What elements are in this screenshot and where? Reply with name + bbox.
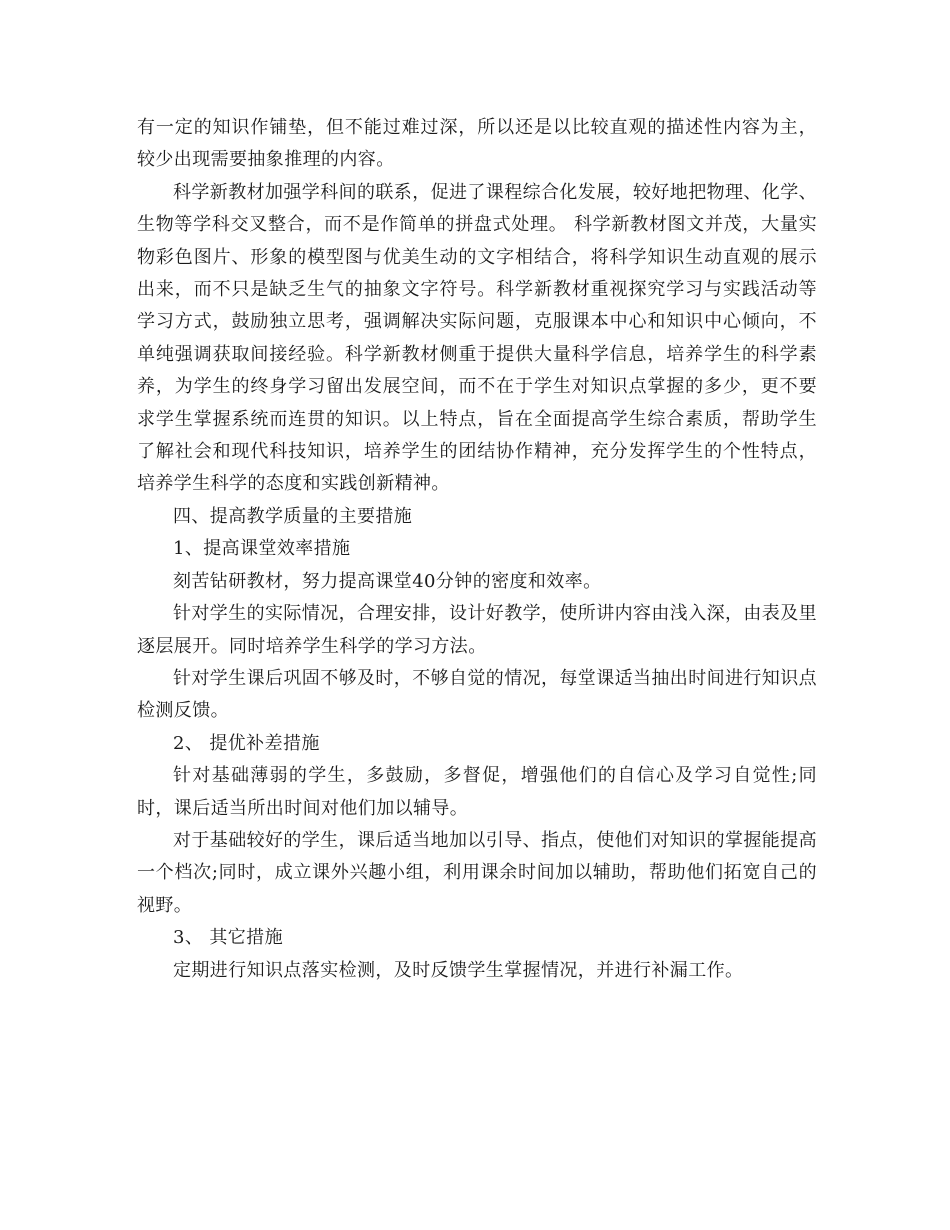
paragraph-continuation: 有一定的知识作铺垫，但不能过难过深，所以还是以比较直观的描述性内容为主，较少出现需要抽象推理的内容。 [137, 117, 817, 171]
document-body [137, 112, 817, 987]
subheading-classroom-efficiency: 1、提高课堂效率措施 [173, 538, 351, 560]
paragraph-strong-students: 对于基础较好的学生，课后适当地加以引导、指点，使他们对知识的掌握能提高一个档次;同时，成立课外兴趣小组，利用课余时间加以辅助，帮助他们拓宽自己的视野。 [137, 829, 817, 916]
subheading-tutoring: 2、 提优补差措施 [173, 732, 320, 754]
paragraph-actual-situation: 针对学生的实际情况，合理安排，设计好教学，使所讲内容由浅入深，由表及里逐层展开。同时培养学生科学的学习方法。 [137, 603, 817, 657]
section-heading-measures: 四、提高教学质量的主要措施 [173, 505, 413, 527]
paragraph-consolidation: 针对学生课后巩固不够及时，不够自觉的情况，每堂课适当抽出时间进行知识点检测反馈。 [137, 667, 817, 722]
paragraph-study-textbook: 刻苦钻研教材，努力提高课堂40分钟的密度和效率。 [173, 570, 602, 592]
paragraph-textbook-features: 科学新教材加强学科间的联系，促进了课程综合化发展，较好地把物理、化学、生物等学科交叉整合，而不是作简单的拼盘式处理。 科学新教材图文并茂，大量实物彩色图片、形象的模型图与优美生动的文字相结合，将科学知识生动直观的展示出来，而不只是缺乏生气的抽象文字符号。科学新教材重视探究学习与实践活动等学习方式，鼓励独立思考，强调解决实际问题，克服课本中心和知识中心倾向，不单纯强调获取间接经验。科学新教材侧重于提供大量科学信息，培养学生的科学素养，为学生的终身学习留出发展空间，而不在于学生对知识点掌握的多少，更不要求学生掌握系统而连贯的知识。以上特点，旨在全面提高学生综合素质，帮助学生了解社会和现代科技知识，培养学生的团结协作精神，充分发挥学生的个性特点，培养学生科学的态度和实践创新精神。 [137, 181, 817, 495]
paragraph-regular-testing: 定期进行知识点落实检测，及时反馈学生掌握情况，并进行补漏工作。 [173, 959, 744, 981]
subheading-other-measures: 3、 其它措施 [173, 927, 283, 949]
paragraph-weak-students: 针对基础薄弱的学生，多鼓励，多督促，增强他们的自信心及学习自觉性;同时，课后适当所出时间对他们加以辅导。 [137, 765, 817, 819]
